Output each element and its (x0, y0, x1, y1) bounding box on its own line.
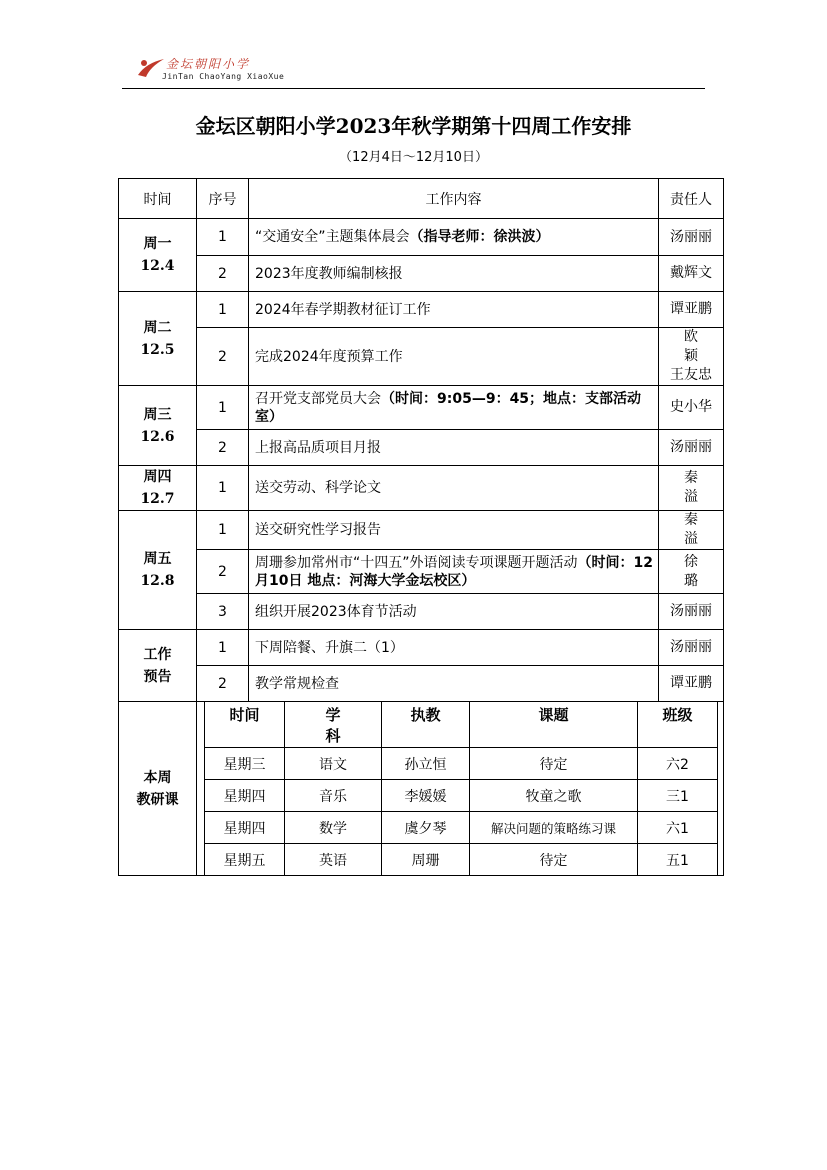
research-row-item: 星期三 语文 孙立恒 待定 六2 (205, 748, 718, 780)
item-person: 史小华 (659, 386, 724, 430)
research-header-teacher: 执教 (382, 702, 470, 748)
item-person: 汤丽丽 (659, 630, 724, 666)
table-row (119, 256, 724, 292)
research-header-time: 时间 (205, 702, 285, 748)
research-row (119, 702, 724, 876)
page-title: 金坛区朝阳小学2023年秋学期第十四周工作安排 (195, 114, 632, 138)
research-label-cell: 本周 教研课 (119, 702, 197, 876)
item-number: 1 (197, 292, 249, 328)
table-row (119, 292, 724, 328)
item-person: 谭亚鹏 (659, 666, 724, 702)
research-row-item: 星期五 英语 周珊 待定 五1 (205, 844, 718, 876)
header-person: 责任人 (659, 179, 724, 219)
research-header-class: 班级 (638, 702, 718, 748)
school-logo (136, 55, 296, 85)
header-number: 序号 (197, 179, 249, 219)
item-content: 2023年度教师编制核报 (249, 256, 659, 292)
day-cell-wednesday: 周三 12.6 (119, 386, 197, 466)
schedule-table (118, 178, 724, 876)
table-row (119, 594, 724, 630)
item-number: 1 (197, 386, 249, 430)
day-cell-friday: 周五 12.8 (119, 511, 197, 630)
item-number: 1 (197, 630, 249, 666)
logo-chinese-text: 金坛朝阳小学 (166, 57, 251, 71)
item-person: 汤丽丽 (659, 430, 724, 466)
table-row (119, 630, 724, 666)
header-rule (122, 88, 705, 89)
table-row (119, 328, 724, 386)
item-person: 秦溢 (659, 466, 724, 511)
table-row (119, 386, 724, 430)
item-number: 1 (197, 219, 249, 256)
item-person: 汤丽丽 (659, 219, 724, 256)
item-person: 戴辉文 (659, 256, 724, 292)
table-row (119, 466, 724, 511)
day-cell-thursday: 周四 12.7 (119, 466, 197, 511)
item-content: 下周陪餐、升旗二（1） (249, 630, 659, 666)
item-content: 召开党支部党员大会（时间：9:05—9：45；地点：支部活动室） (249, 386, 659, 430)
table-row (119, 550, 724, 594)
item-number: 3 (197, 594, 249, 630)
table-row (119, 666, 724, 702)
item-person: 汤丽丽 (659, 594, 724, 630)
item-person: 欧颖 王友忠 (659, 328, 724, 386)
item-content: 组织开展2023体育节活动 (249, 594, 659, 630)
research-header-row (205, 702, 718, 748)
item-content: 完成2024年度预算工作 (249, 328, 659, 386)
research-header-topic: 课题 (470, 702, 638, 748)
item-person: 徐璐 (659, 550, 724, 594)
date-range: （12月4日～12月10日） (339, 150, 488, 165)
day-cell-tuesday: 周二 12.5 (119, 292, 197, 386)
research-row-item: 星期四 数学 虞夕琴 解决问题的策略练习课 六1 (205, 812, 718, 844)
research-header-subject: 学 科 (285, 702, 382, 748)
logo-english-text: JinTan ChaoYang XiaoXue (162, 72, 285, 81)
research-row-item: 星期四 音乐 李媛媛 牧童之歌 三1 (205, 780, 718, 812)
item-person: 谭亚鹏 (659, 292, 724, 328)
item-person: 秦溢 (659, 511, 724, 550)
table-row (119, 430, 724, 466)
preview-label-cell: 工作 预告 (119, 630, 197, 702)
day-cell-monday: 周一 12.4 (119, 219, 197, 292)
item-content: 教学常规检查 (249, 666, 659, 702)
research-table-cell (197, 702, 724, 876)
table-row (119, 511, 724, 550)
item-number: 2 (197, 256, 249, 292)
item-number: 2 (197, 328, 249, 386)
table-row (119, 219, 724, 256)
item-content: 送交研究性学习报告 (249, 511, 659, 550)
header-time: 时间 (119, 179, 197, 219)
item-content: 上报高品质项目月报 (249, 430, 659, 466)
research-table (204, 702, 718, 875)
item-number: 2 (197, 666, 249, 702)
item-number: 2 (197, 550, 249, 594)
header-content: 工作内容 (249, 179, 659, 219)
item-content: “交通安全”主题集体晨会（指导老师：徐洪波） (249, 219, 659, 256)
item-number: 2 (197, 430, 249, 466)
item-content: 2024年春学期教材征订工作 (249, 292, 659, 328)
table-header-row (119, 179, 724, 219)
item-content: 周珊参加常州市“十四五”外语阅读专项课题开题活动（时间：12月10日 地点：河海大学金坛校区） (249, 550, 659, 594)
item-number: 1 (197, 466, 249, 511)
item-number: 1 (197, 511, 249, 550)
item-content: 送交劳动、科学论文 (249, 466, 659, 511)
